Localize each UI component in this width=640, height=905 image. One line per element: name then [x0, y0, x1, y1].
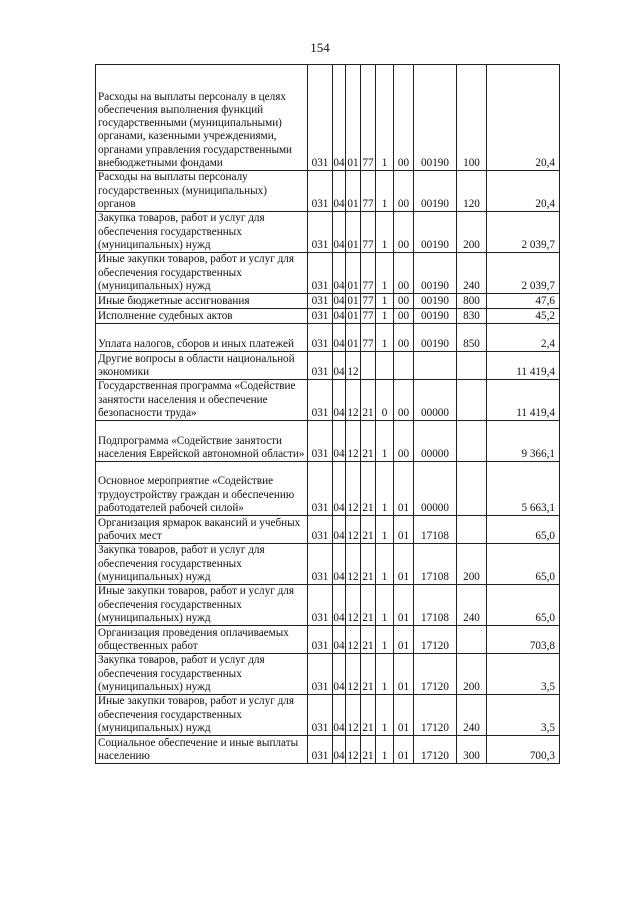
row-name: Иные бюджетные ассигнования	[96, 294, 308, 309]
cell-pr: 01	[346, 324, 361, 352]
cell-cs4: 00190	[414, 253, 457, 294]
row-name: Организация проведения оплачиваемых общественных работ	[96, 626, 308, 654]
cell-cs1: 21	[361, 544, 376, 585]
cell-cs4	[414, 352, 457, 380]
row-name: Закупка товаров, работ и услуг для обеспечения государственных (муниципальных) нужд	[96, 544, 308, 585]
row-name: Исполнение судебных актов	[96, 309, 308, 324]
cell-rz: 04	[333, 324, 346, 352]
row-name: Подпрограмма «Содействие занятости населения Еврейской автономной области»	[96, 421, 308, 462]
cell-cs4: 00000	[414, 462, 457, 516]
row-name: Основное мероприятие «Содействие трудоустройству граждан и обеспечению работодателей рабочей силой»	[96, 462, 308, 516]
cell-rz: 04	[333, 171, 346, 212]
cell-cs2: 1	[376, 585, 394, 626]
cell-cs3: 00	[394, 380, 414, 421]
cell-cs1: 77	[361, 65, 376, 171]
cell-vr: 120	[457, 171, 487, 212]
cell-rz: 04	[333, 294, 345, 307]
cell-sum: 47,6	[487, 294, 560, 309]
cell-cs1: 77	[361, 212, 376, 253]
cell-cs4: 17120	[414, 654, 457, 695]
cell-cs1: 21	[361, 462, 376, 516]
cell-cs2: 1	[376, 654, 394, 695]
cell-cs4: 00190	[414, 212, 457, 253]
cell-gr: 031	[308, 352, 333, 380]
table-row	[96, 253, 560, 294]
cell-sum: 20,4	[487, 65, 560, 171]
cell-vr: 830	[457, 309, 487, 324]
cell-vr	[457, 516, 487, 544]
cell-sum: 3,5	[487, 654, 560, 695]
row-name: Другие вопросы в области национальной экономики	[96, 352, 308, 380]
row-name: Расходы на выплаты персоналу государственных (муниципальных) органов	[96, 171, 308, 212]
cell-vr: 200	[457, 544, 487, 585]
cell-sum: 5 663,1	[487, 462, 560, 516]
cell-rz: 04	[333, 654, 346, 695]
cell-gr: 031	[308, 421, 333, 462]
cell-cs4: 00190	[414, 309, 457, 324]
cell-cs3: 01	[394, 626, 414, 654]
cell-pr: 01	[346, 65, 361, 171]
cell-rz: 04	[333, 380, 346, 421]
cell-cs4: 17120	[414, 736, 457, 764]
cell-cs2: 1	[376, 212, 394, 253]
cell-cs4: 17120	[414, 695, 457, 736]
table-row	[96, 585, 560, 626]
table-row	[96, 212, 560, 253]
cell-cs2: 1	[376, 171, 394, 212]
row-name: Социальное обеспечение и иные выплаты населению	[96, 736, 308, 764]
cell-pr: 12	[346, 585, 361, 626]
cell-cs1: 21	[361, 516, 376, 544]
cell-cs2: 1	[376, 421, 394, 462]
cell-cs1: 21	[361, 654, 376, 695]
table-row	[96, 626, 560, 654]
cell-gr: 031	[308, 65, 333, 171]
cell-pr: 12	[346, 421, 361, 462]
cell-gr: 031	[308, 253, 333, 294]
cell-cs4: 17108	[414, 516, 457, 544]
cell-rz: 04	[333, 626, 346, 654]
row-name: Закупка товаров, работ и услуг для обеспечения государственных (муниципальных) нужд	[96, 654, 308, 695]
cell-vr	[457, 352, 487, 380]
cell-vr	[457, 380, 487, 421]
cell-rz: 04	[333, 421, 346, 462]
cell-rz: 04	[333, 736, 346, 764]
cell-pr: 12	[346, 544, 361, 585]
cell-pr: 01	[346, 171, 361, 212]
cell-gr: 031	[308, 294, 333, 309]
table-row	[96, 65, 560, 171]
cell-gr: 031	[308, 626, 333, 654]
cell-sum: 2,4	[487, 324, 560, 352]
cell-sum: 65,0	[487, 516, 560, 544]
cell-cs3: 00	[394, 324, 414, 352]
cell-rz: 04	[333, 516, 346, 544]
table-row	[96, 736, 560, 764]
cell-cs1: 77	[361, 171, 376, 212]
cell-sum: 45,2	[487, 309, 560, 324]
cell-cs3: 01	[394, 544, 414, 585]
table-row	[96, 171, 560, 212]
cell-cs1: 77	[362, 294, 374, 307]
cell-vr: 200	[457, 654, 487, 695]
cell-rz: 04	[333, 462, 346, 516]
cell-rz: 04	[333, 585, 346, 626]
cell-pr: 01	[346, 253, 361, 294]
cell-vr: 800	[457, 294, 487, 309]
cell-cs2: 1	[376, 253, 394, 294]
table-row	[96, 654, 560, 695]
cell-cs1: 77	[361, 324, 376, 352]
cell-cs2: 1	[376, 544, 394, 585]
cell-cs4: 17120	[414, 626, 457, 654]
cell-pr: 12	[346, 695, 361, 736]
cell-pr: 01	[347, 309, 359, 322]
cell-rz: 04	[333, 544, 346, 585]
cell-vr: 300	[457, 736, 487, 764]
cell-sum: 65,0	[487, 585, 560, 626]
cell-cs3: 01	[394, 516, 414, 544]
cell-cs4: 00190	[414, 294, 457, 309]
cell-cs1	[361, 352, 376, 380]
cell-gr: 031	[308, 380, 333, 421]
row-name: Иные закупки товаров, работ и услуг для обеспечения государственных (муниципальных) нужд	[96, 253, 308, 294]
cell-gr: 031	[308, 516, 333, 544]
cell-sum: 11 419,4	[487, 380, 560, 421]
cell-gr: 031	[308, 695, 333, 736]
cell-cs3: 00	[394, 294, 414, 309]
cell-pr: 12	[346, 736, 361, 764]
cell-cs4: 17108	[414, 544, 457, 585]
row-name: Организация ярмарок вакансий и учебных рабочих мест	[96, 516, 308, 544]
cell-cs1: 77	[361, 253, 376, 294]
table-row	[96, 462, 560, 516]
table-row	[96, 544, 560, 585]
cell-cs4: 00190	[414, 65, 457, 171]
cell-cs1: 21	[361, 695, 376, 736]
row-name: Закупка товаров, работ и услуг для обеспечения государственных (муниципальных) нужд	[96, 212, 308, 253]
cell-sum: 2 039,7	[487, 253, 560, 294]
cell-cs3: 01	[394, 736, 414, 764]
cell-gr: 031	[308, 736, 333, 764]
cell-gr: 031	[308, 171, 333, 212]
cell-cs2: 0	[376, 380, 394, 421]
cell-sum: 3,5	[487, 695, 560, 736]
cell-gr: 031	[308, 212, 333, 253]
cell-sum: 703,8	[487, 626, 560, 654]
cell-vr	[457, 421, 487, 462]
cell-cs3: 00	[394, 253, 414, 294]
cell-vr	[457, 626, 487, 654]
table-row	[96, 309, 560, 324]
table-row	[96, 516, 560, 544]
cell-rz: 04	[333, 695, 346, 736]
cell-cs4: 00190	[414, 324, 457, 352]
row-name: Расходы на выплаты персоналу в целях обеспечения выполнения функций государственными (муниципальными) органами, казенными учреждениями, органами управления государственными внебюджетными фондами	[96, 65, 308, 171]
cell-cs1: 21	[361, 736, 376, 764]
cell-cs3: 01	[394, 462, 414, 516]
table-body	[96, 65, 560, 764]
cell-cs2: 1	[376, 324, 394, 352]
cell-cs4: 17108	[414, 585, 457, 626]
cell-sum: 20,4	[487, 171, 560, 212]
cell-sum: 65,0	[487, 544, 560, 585]
table-row	[96, 294, 560, 309]
page-number: 154	[310, 40, 330, 55]
cell-cs1: 21	[361, 585, 376, 626]
cell-cs3: 00	[394, 212, 414, 253]
cell-gr: 031	[308, 309, 333, 324]
cell-gr: 031	[308, 462, 333, 516]
table-row	[96, 352, 560, 380]
cell-gr: 031	[308, 654, 333, 695]
cell-vr: 850	[457, 324, 487, 352]
cell-cs3: 01	[394, 695, 414, 736]
cell-gr: 031	[308, 324, 333, 352]
cell-cs1: 21	[361, 421, 376, 462]
cell-cs3: 00	[394, 309, 414, 324]
cell-sum: 9 366,1	[487, 421, 560, 462]
cell-cs3	[394, 352, 414, 380]
cell-sum: 2 039,7	[487, 212, 560, 253]
cell-pr: 12	[346, 462, 361, 516]
cell-cs3: 00	[394, 421, 414, 462]
cell-cs2: 1	[376, 516, 394, 544]
cell-cs1: 77	[362, 309, 374, 322]
cell-rz: 04	[333, 65, 346, 171]
table-row	[96, 421, 560, 462]
cell-vr	[457, 462, 487, 516]
cell-cs1: 21	[361, 626, 376, 654]
cell-sum: 700,3	[487, 736, 560, 764]
table-row	[96, 324, 560, 352]
row-name: Иные закупки товаров, работ и услуг для обеспечения государственных (муниципальных) нужд	[96, 585, 308, 626]
cell-cs4: 00000	[414, 380, 457, 421]
cell-pr: 12	[346, 626, 361, 654]
cell-pr: 12	[346, 380, 361, 421]
cell-gr: 031	[308, 544, 333, 585]
cell-vr: 200	[457, 212, 487, 253]
cell-pr: 12	[346, 352, 361, 380]
cell-rz: 04	[333, 253, 346, 294]
cell-pr: 12	[346, 516, 361, 544]
cell-vr: 240	[457, 695, 487, 736]
cell-cs3: 01	[394, 585, 414, 626]
row-name: Уплата налогов, сборов и иных платежей	[96, 324, 308, 352]
cell-cs2: 1	[376, 309, 394, 324]
cell-cs2: 1	[376, 294, 394, 309]
cell-cs3: 00	[394, 171, 414, 212]
cell-pr: 01	[347, 294, 359, 307]
row-name: Иные закупки товаров, работ и услуг для обеспечения государственных (муниципальных) нужд	[96, 695, 308, 736]
cell-cs3: 00	[394, 65, 414, 171]
cell-cs2: 1	[376, 626, 394, 654]
cell-cs1: 21	[361, 380, 376, 421]
cell-vr: 100	[457, 65, 487, 171]
cell-cs2: 1	[376, 65, 394, 171]
cell-cs4: 00190	[414, 171, 457, 212]
cell-rz: 04	[333, 352, 346, 380]
cell-cs4: 00000	[414, 421, 457, 462]
cell-cs2: 1	[376, 462, 394, 516]
cell-cs2	[376, 352, 394, 380]
row-name: Государственная программа «Содействие занятости населения и обеспечение безопасности труда»	[96, 380, 308, 421]
table-row	[96, 380, 560, 421]
cell-pr: 12	[346, 654, 361, 695]
cell-rz: 04	[333, 309, 345, 322]
table-row	[96, 695, 560, 736]
budget-table	[95, 64, 560, 764]
cell-sum: 11 419,4	[487, 352, 560, 380]
cell-cs3: 01	[394, 654, 414, 695]
cell-pr: 01	[346, 212, 361, 253]
cell-gr: 031	[308, 585, 333, 626]
cell-cs2: 1	[376, 695, 394, 736]
cell-vr: 240	[457, 253, 487, 294]
cell-rz: 04	[333, 212, 346, 253]
cell-cs2: 1	[376, 736, 394, 764]
cell-vr: 240	[457, 585, 487, 626]
